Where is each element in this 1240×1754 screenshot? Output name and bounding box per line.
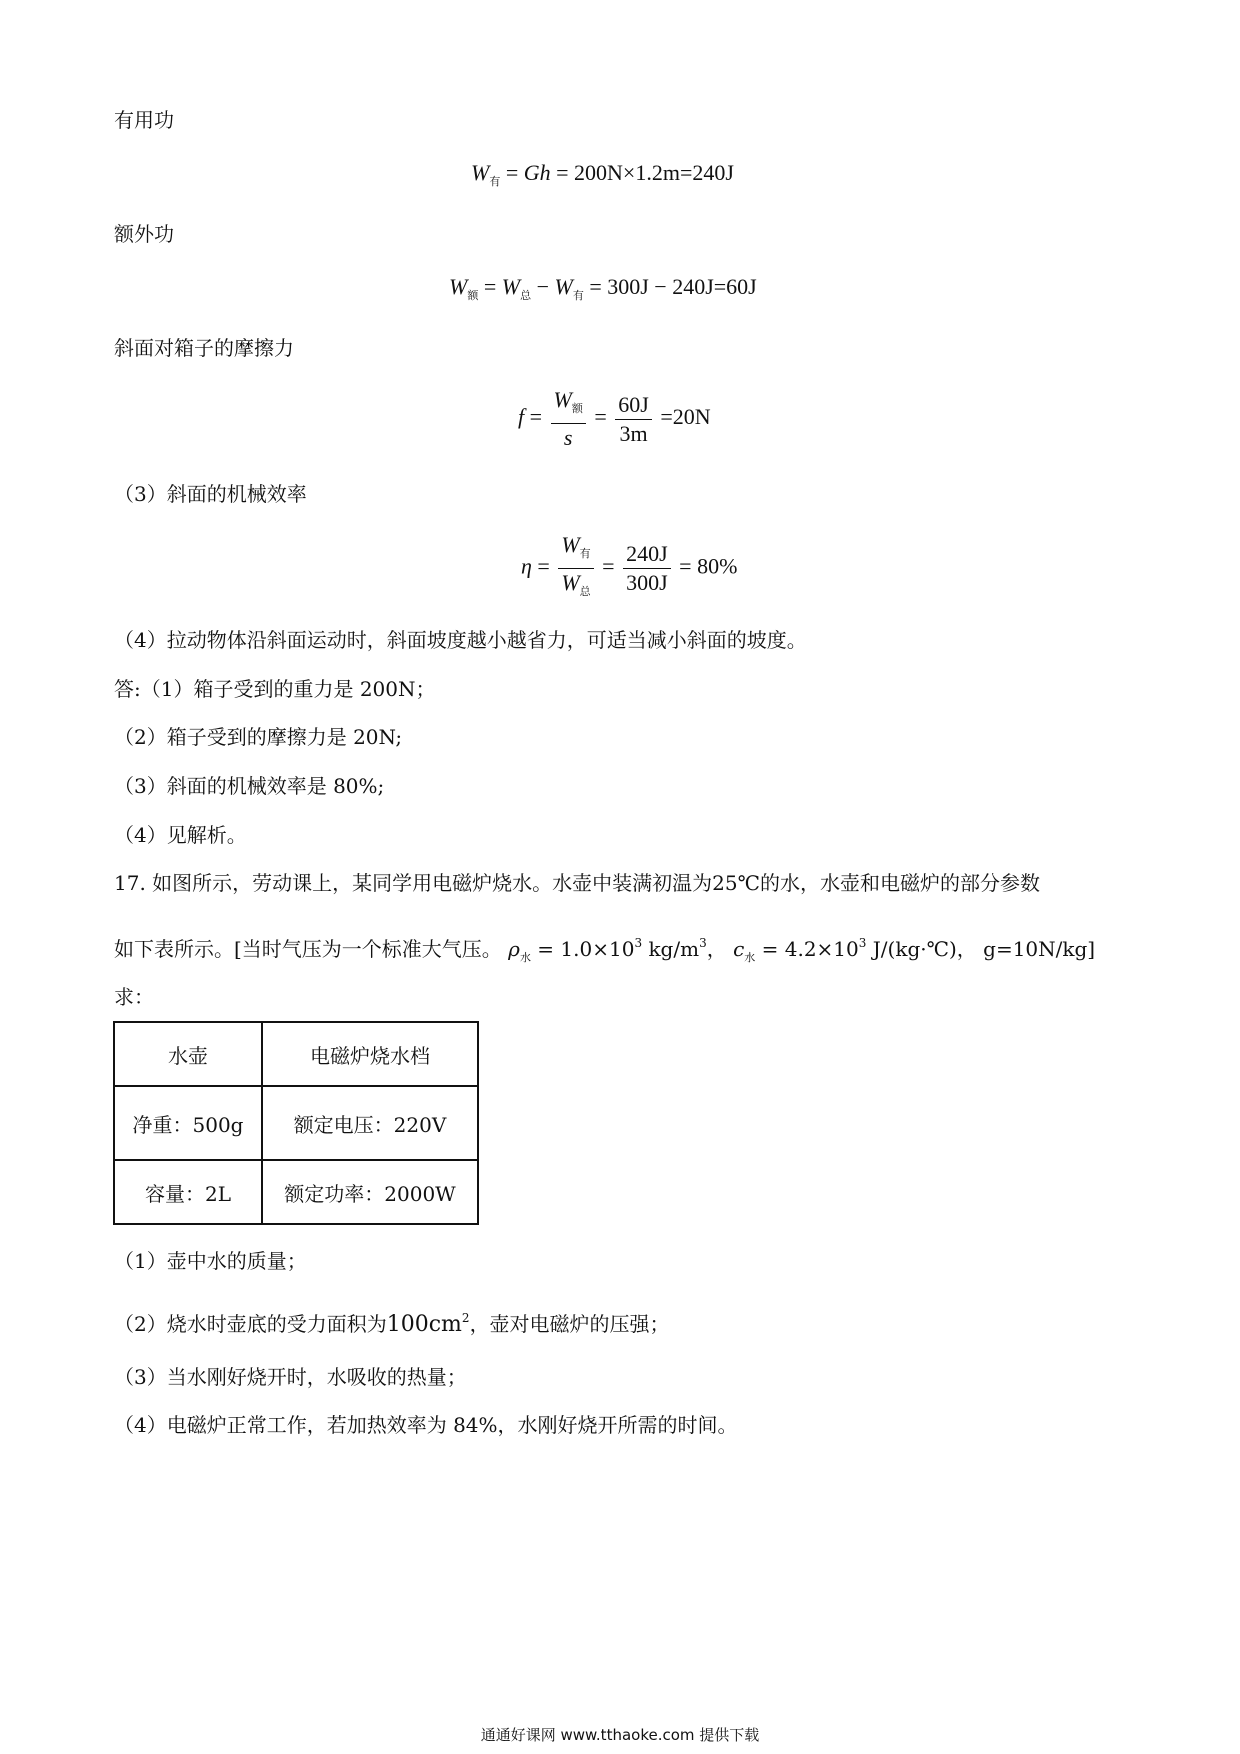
efficiency-label: （3）斜面的机械效率	[114, 482, 307, 506]
fraction: $\frac{W_额}{s}$	[551, 388, 586, 450]
table-header-cell: 电磁炉烧水档	[262, 1022, 478, 1086]
table-row	[114, 1160, 478, 1224]
equation-friction: f = $\frac{W_额}{s}$ = $\frac{60J}{3m}$ =20N	[518, 387, 711, 450]
sub-question-2: （2）烧水时壶底的受力面积为$100cm^2$，壶对电磁炉的压强；	[114, 1311, 670, 1337]
equation-useful-work: $W_有 = Gh = 200N\times 1.2m=240J$	[471, 160, 734, 188]
table-row	[114, 1086, 478, 1160]
table-cell: 容量：2L	[114, 1160, 262, 1224]
qiu-label: 求：	[114, 985, 154, 1009]
question-17-line1: 17. 如图所示，劳动课上，某同学用电磁炉烧水。水壶中装满初温为25℃的水，水壶和电磁炉的部分参数	[114, 871, 1040, 895]
fraction: $\frac{60J}{3m}$	[615, 393, 652, 446]
answer-1: 答:（1）箱子受到的重力是 200N；	[114, 677, 436, 701]
fraction: $\frac{W_有}{W_总}$	[558, 533, 593, 604]
equation-extra-work: $W_额 = W_总 - W_有 = 300J - 240J=60J$	[449, 274, 757, 302]
sub-question-3: （3）当水刚好烧开时，水吸收的热量；	[114, 1365, 467, 1389]
fraction: $\frac{240J}{300J}$	[623, 542, 671, 595]
parameter-table	[113, 1021, 479, 1225]
friction-label: 斜面对箱子的摩擦力	[114, 336, 294, 360]
table-header-cell: 水壶	[114, 1022, 262, 1086]
answer-4: （4）见解析。	[114, 823, 247, 847]
extra-work-label: 额外功	[114, 222, 174, 246]
table-cell: 额定功率：2000W	[262, 1160, 478, 1224]
table-cell: 净重：500g	[114, 1086, 262, 1160]
useful-work-label: 有用功	[114, 108, 174, 132]
answer-2: （2）箱子受到的摩擦力是 20N;	[114, 725, 403, 749]
footer-watermark: 通通好课网 www.tthaoke.com 提供下载	[480, 1726, 760, 1744]
sub-question-4: （4）电磁炉正常工作，若加热效率为 84%，水刚好烧开所需的时间。	[114, 1413, 738, 1437]
equation-efficiency: η = $\frac{W_有}{W_总}$ = $\frac{240J}{300J}$ = 80%	[521, 533, 737, 604]
table-cell: 额定电压：220V	[262, 1086, 478, 1160]
question-17-line2: 如下表所示。[当时气压为一个标准大气压。 $\rho_水 = 1.0\times 10^3$ $kg/m^3$， $c_水 = 4.2\times 10^3$ J/(kg·℃)， g=10N/kg]	[114, 936, 1096, 964]
table-row	[114, 1022, 478, 1086]
answer-3: （3）斜面的机械效率是 80%;	[114, 774, 385, 798]
paragraph-p4: （4）拉动物体沿斜面运动时，斜面坡度越小越省力，可适当减小斜面的坡度。	[114, 628, 807, 652]
sub-question-1: （1）壶中水的质量；	[114, 1249, 307, 1273]
